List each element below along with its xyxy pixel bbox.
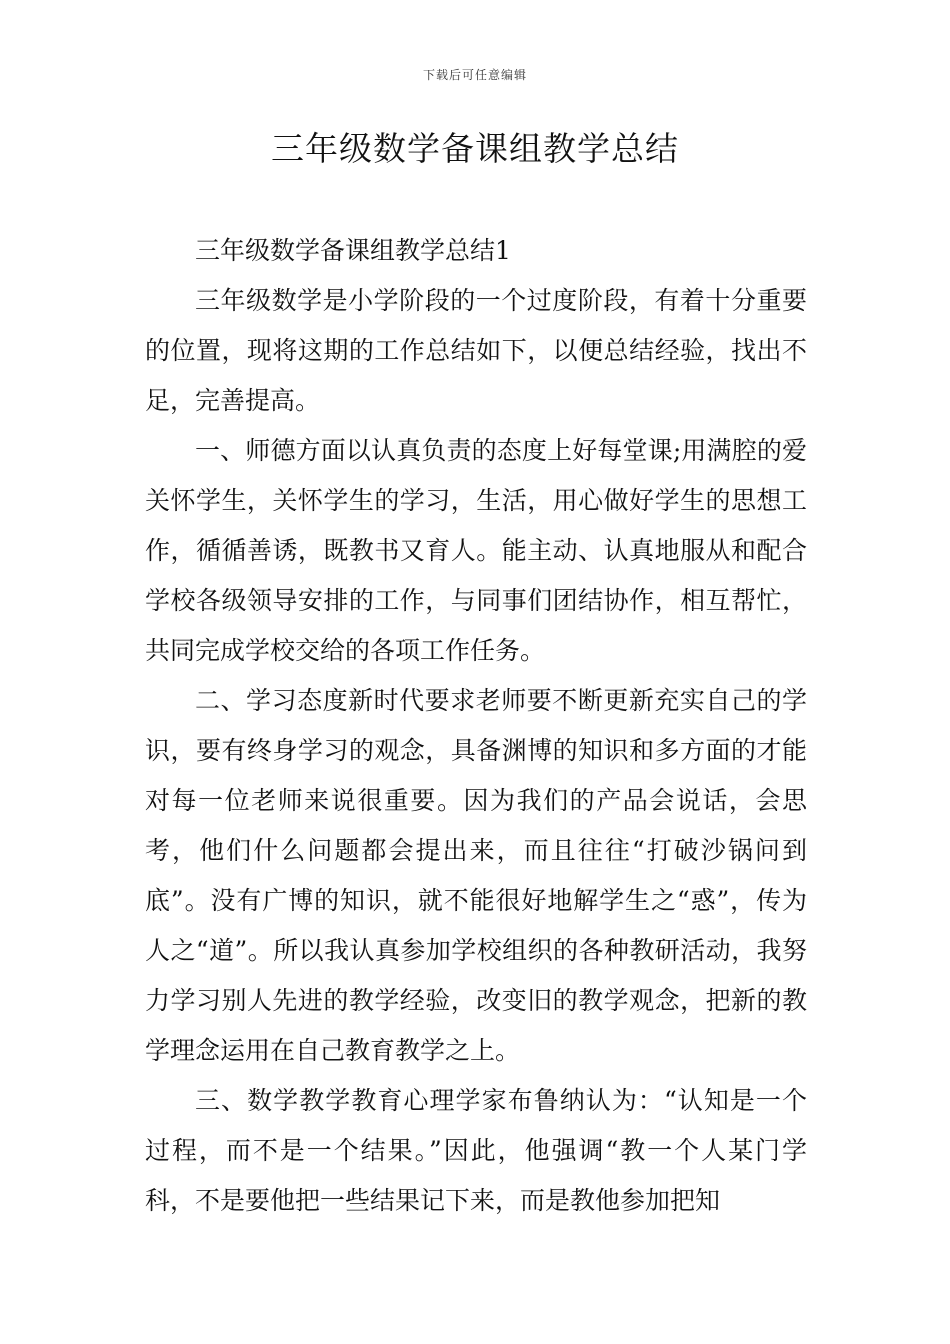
paragraph-intro: 三年级数学是小学阶段的一个过度阶段，有着十分重要的位置，现将这期的工作总结如下，以便总结经验，找出不足，完善提高。 (145, 286, 807, 415)
paragraph-math-teaching: 三、数学教学教育心理学家布鲁纳认为：“认知是一个过程，而不是一个结果。”因此，他强调“教一个人某门学科，不是要他把一些结果记下来，而是教他参加把知 (145, 1086, 807, 1215)
document-title: 三年级数学备课组教学总结 (271, 129, 679, 168)
header-note: 下载后可任意编辑 (422, 68, 527, 82)
section-heading: 三年级数学备课组教学总结1 (195, 236, 511, 265)
document-body (145, 226, 807, 1226)
paragraph-learning-attitude: 二、学习态度新时代要求老师要不断更新充实自己的学识，要有终身学习的观念，具备渊博的知识和多方面的才能对每一位老师来说很重要。因为我们的产品会说话，会思考，他们什么问题都会提出来，而且往往“打破沙锅问到底”。没有广博的知识，就不能很好地解学生之“惑”，传为人之“道”。所以我认真参加学校组织的各种教研活动，我努力学习别人先进的教学经验，改变旧的教学观念，把新的教学理念运用在自己教育教学之上。 (145, 686, 807, 1065)
paragraph-ethics: 一、师德方面以认真负责的态度上好每堂课;用满腔的爱关怀学生，关怀学生的学习，生活，用心做好学生的思想工作，循循善诱，既教书又育人。能主动、认真地服从和配合学校各级领导安排的工作，与同事们团结协作，相互帮忙，共同完成学校交给的各项工作任务。 (145, 436, 807, 665)
